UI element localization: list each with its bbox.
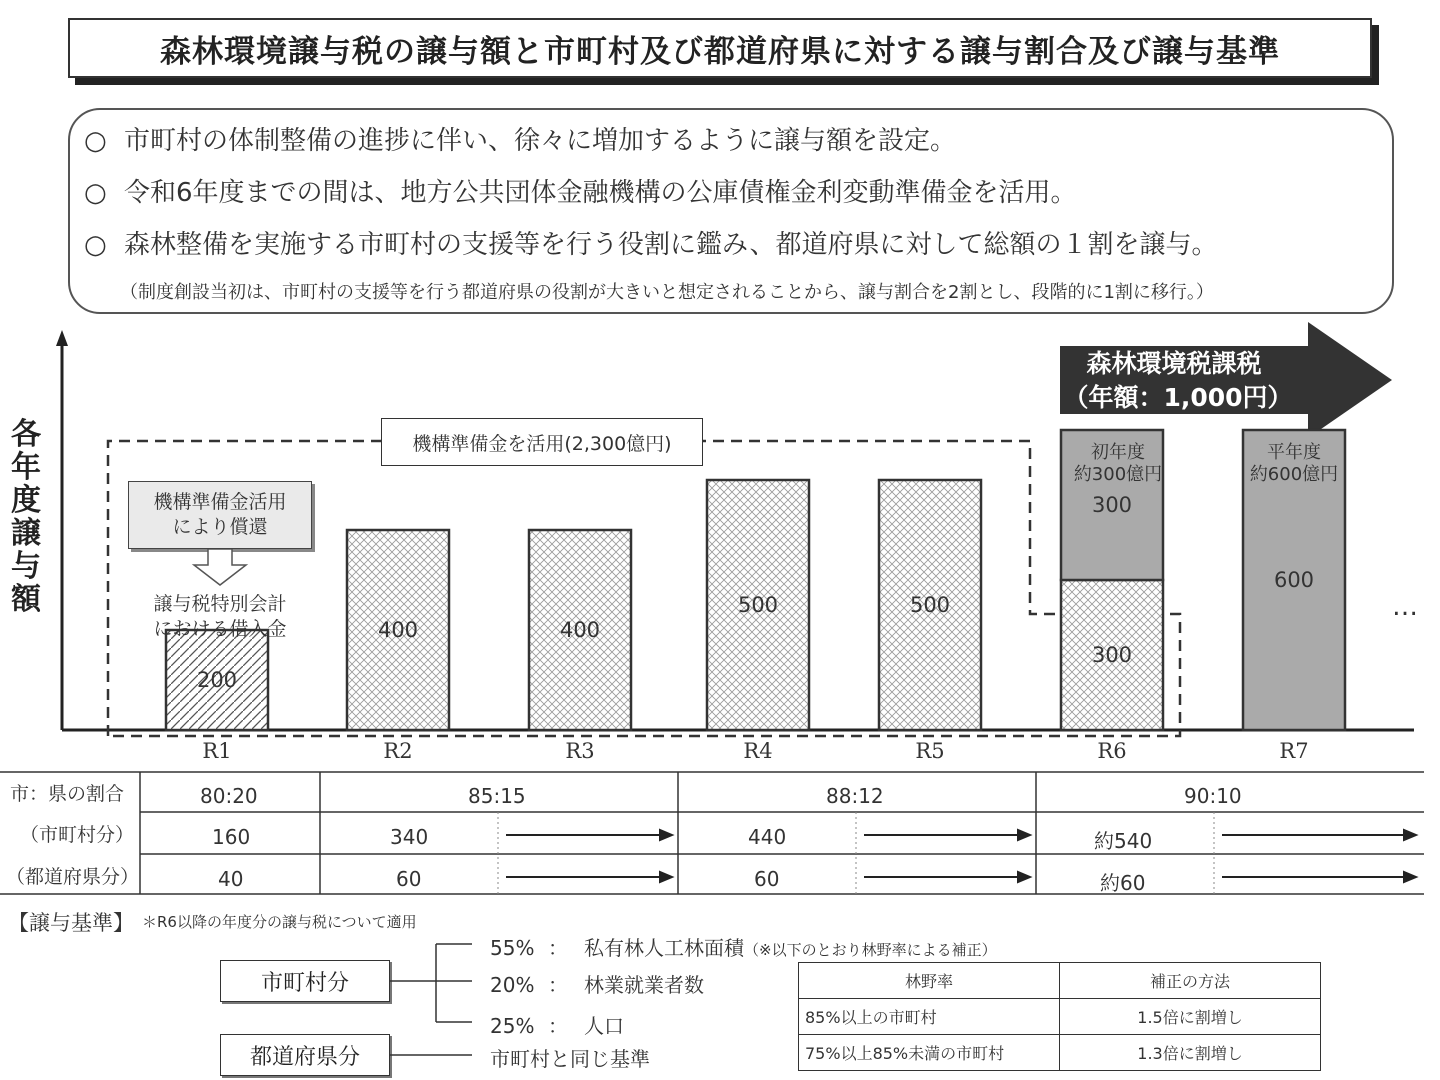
criteria-item-3 [490, 1010, 624, 1039]
ratio-cell: 80:20 [200, 784, 258, 808]
criteria-label: 人口 [584, 1014, 624, 1038]
ratio-cell: 90:10 [1184, 784, 1242, 808]
continuation-arrows [506, 830, 1416, 882]
year-labels-layer [202, 739, 1308, 763]
tax-arrow-shape [1060, 322, 1392, 438]
municipal-cell: 440 [748, 825, 787, 849]
reserve-label: 機構準備金を活用(2,300億円) [381, 418, 703, 466]
row-head-ratio: 市：県の割合 [10, 783, 125, 805]
criteria-sep: ： [548, 936, 568, 960]
table-row [799, 1035, 1321, 1071]
bar-value-label: 300 [1091, 493, 1133, 517]
repay-line1: 機構準備金活用 [153, 491, 287, 513]
row-head-municipal: （市町村分） [20, 824, 135, 846]
prefecture-cell: 60 [754, 867, 780, 891]
municipal-cell: 160 [212, 825, 251, 849]
bullet-mark: ○ [84, 178, 107, 208]
correction-cell: 1.5倍に割増し [1060, 999, 1321, 1035]
year-label-R2: R2 [383, 739, 413, 763]
year-label-R6: R6 [1097, 739, 1127, 763]
repay-line2: により償還 [172, 516, 268, 538]
correction-cell: 1.3倍に割増し [1060, 1035, 1321, 1071]
loan-label [128, 592, 312, 642]
r7-label [1236, 442, 1352, 486]
r7-label-line2: 約600億円 [1249, 464, 1339, 485]
bar-value-label: 300 [1091, 643, 1133, 667]
bullet-text: 令和6年度までの間は、地方公共団体金融機構の公庫債権金利変動準備金を活用。 [124, 178, 1077, 208]
ratio-cell: 85:15 [468, 784, 526, 808]
y-axis-label-char: 各 [11, 417, 41, 452]
page-title: 森林環境譲与税の譲与額と市町村及び都道府県に対する譲与割合及び譲与基準 [160, 33, 1280, 70]
bar-value-label: 400 [559, 618, 601, 642]
correction-table [798, 962, 1321, 1071]
criteria-label: 林業就業者数 [584, 973, 704, 997]
y-axis-label-char: 譲 [11, 516, 41, 551]
bar-value-label: 400 [377, 618, 419, 642]
r6-label [1060, 442, 1176, 486]
bar-value-label: 500 [737, 593, 779, 617]
prefecture-cell: 40 [218, 867, 244, 891]
row-head-prefecture: （都道府県分） [6, 866, 140, 888]
criteria-connector-lines [388, 940, 478, 1065]
table-row [799, 999, 1321, 1035]
repay-down-arrow-icon [190, 549, 250, 587]
y-axis-label-char: 年 [11, 450, 41, 485]
year-label-R7: R7 [1279, 739, 1309, 763]
municipal-criteria-box: 市町村分 [220, 960, 390, 1002]
bar-value-label: 200 [196, 668, 238, 692]
bar-value-label: 500 [909, 593, 951, 617]
correction-header: 補正の方法 [1060, 963, 1321, 999]
title-box [68, 18, 1372, 78]
prefecture-cell: 60 [396, 867, 422, 891]
summary-bullet-1 [84, 120, 956, 157]
municipal-cell: 340 [390, 825, 429, 849]
summary-note: （制度創設当初は、市町村の支援等を行う都道府県の役割が大きいと想定されることから、譲与割合を2割とし、段階的に1割に移行。） [120, 282, 1214, 303]
tax-arrow-line1: 森林環境税課税 [1086, 349, 1262, 378]
prefecture-cell: 約60 [1100, 871, 1146, 895]
criteria-pct: 55% [490, 936, 535, 960]
y-axis-arrow [56, 330, 68, 346]
correction-header: 林野率 [799, 963, 1060, 999]
ratio-cell: 88:12 [826, 784, 884, 808]
correction-cell: 75%以上85%未満の市町村 [799, 1035, 1060, 1071]
criteria-pct: 20% [490, 973, 535, 997]
r7-label-line1: 平年度 [1267, 442, 1321, 463]
year-label-R4: R4 [743, 739, 773, 763]
year-label-R5: R5 [915, 739, 945, 763]
criteria-sep: ： [548, 1014, 568, 1038]
correction-cell: 85%以上の市町村 [799, 999, 1060, 1035]
criteria-label: 私有林人工林面積 [584, 936, 744, 960]
table-row [799, 963, 1321, 999]
criteria-sep: ： [548, 973, 568, 997]
municipal-cell: 約540 [1094, 829, 1153, 853]
bar-value-label: 600 [1273, 568, 1315, 592]
bullet-mark: ○ [84, 126, 107, 156]
summary-bullet-3 [84, 224, 1218, 261]
criteria-heading-note: ＊R6以降の年度分の譲与税について適用 [142, 913, 417, 931]
criteria-pct: 25% [490, 1014, 535, 1038]
criteria-heading: 【譲与基準】 [8, 911, 134, 935]
bullet-mark: ○ [84, 230, 107, 260]
r6-label-line2: 約300億円 [1073, 464, 1163, 485]
loan-line2: における借入金 [153, 618, 287, 640]
repay-callout [128, 481, 312, 549]
year-label-R1: R1 [202, 739, 232, 763]
year-label-R3: R3 [565, 739, 595, 763]
bullet-text: 市町村の体制整備の進捗に伴い、徐々に増加するように譲与額を設定。 [124, 126, 957, 156]
prefecture-criteria-box: 都道府県分 [220, 1034, 390, 1076]
y-axis-label-char: 度 [11, 483, 41, 518]
summary-bullet-2 [84, 172, 1077, 209]
criteria-note: （※以下のとおり林野率による補正） [744, 941, 997, 959]
criteria-item-2 [490, 969, 704, 998]
r6-label-line1: 初年度 [1091, 442, 1145, 463]
y-axis-label-char: 与 [11, 549, 41, 584]
bullet-text: 森林整備を実施する市町村の支援等を行う役割に鑑み、都道府県に対して総額の１割を譲与。 [124, 230, 1218, 260]
y-axis-label-char: 額 [11, 582, 41, 617]
prefecture-rule: 市町村と同じ基準 [490, 1047, 650, 1071]
tax-arrow-line2: （年額：1,000円） [1063, 383, 1293, 412]
loan-line1: 譲与税特別会計 [153, 593, 287, 615]
continuation-ellipsis: … [1392, 592, 1418, 622]
criteria-item-1 [490, 932, 997, 961]
